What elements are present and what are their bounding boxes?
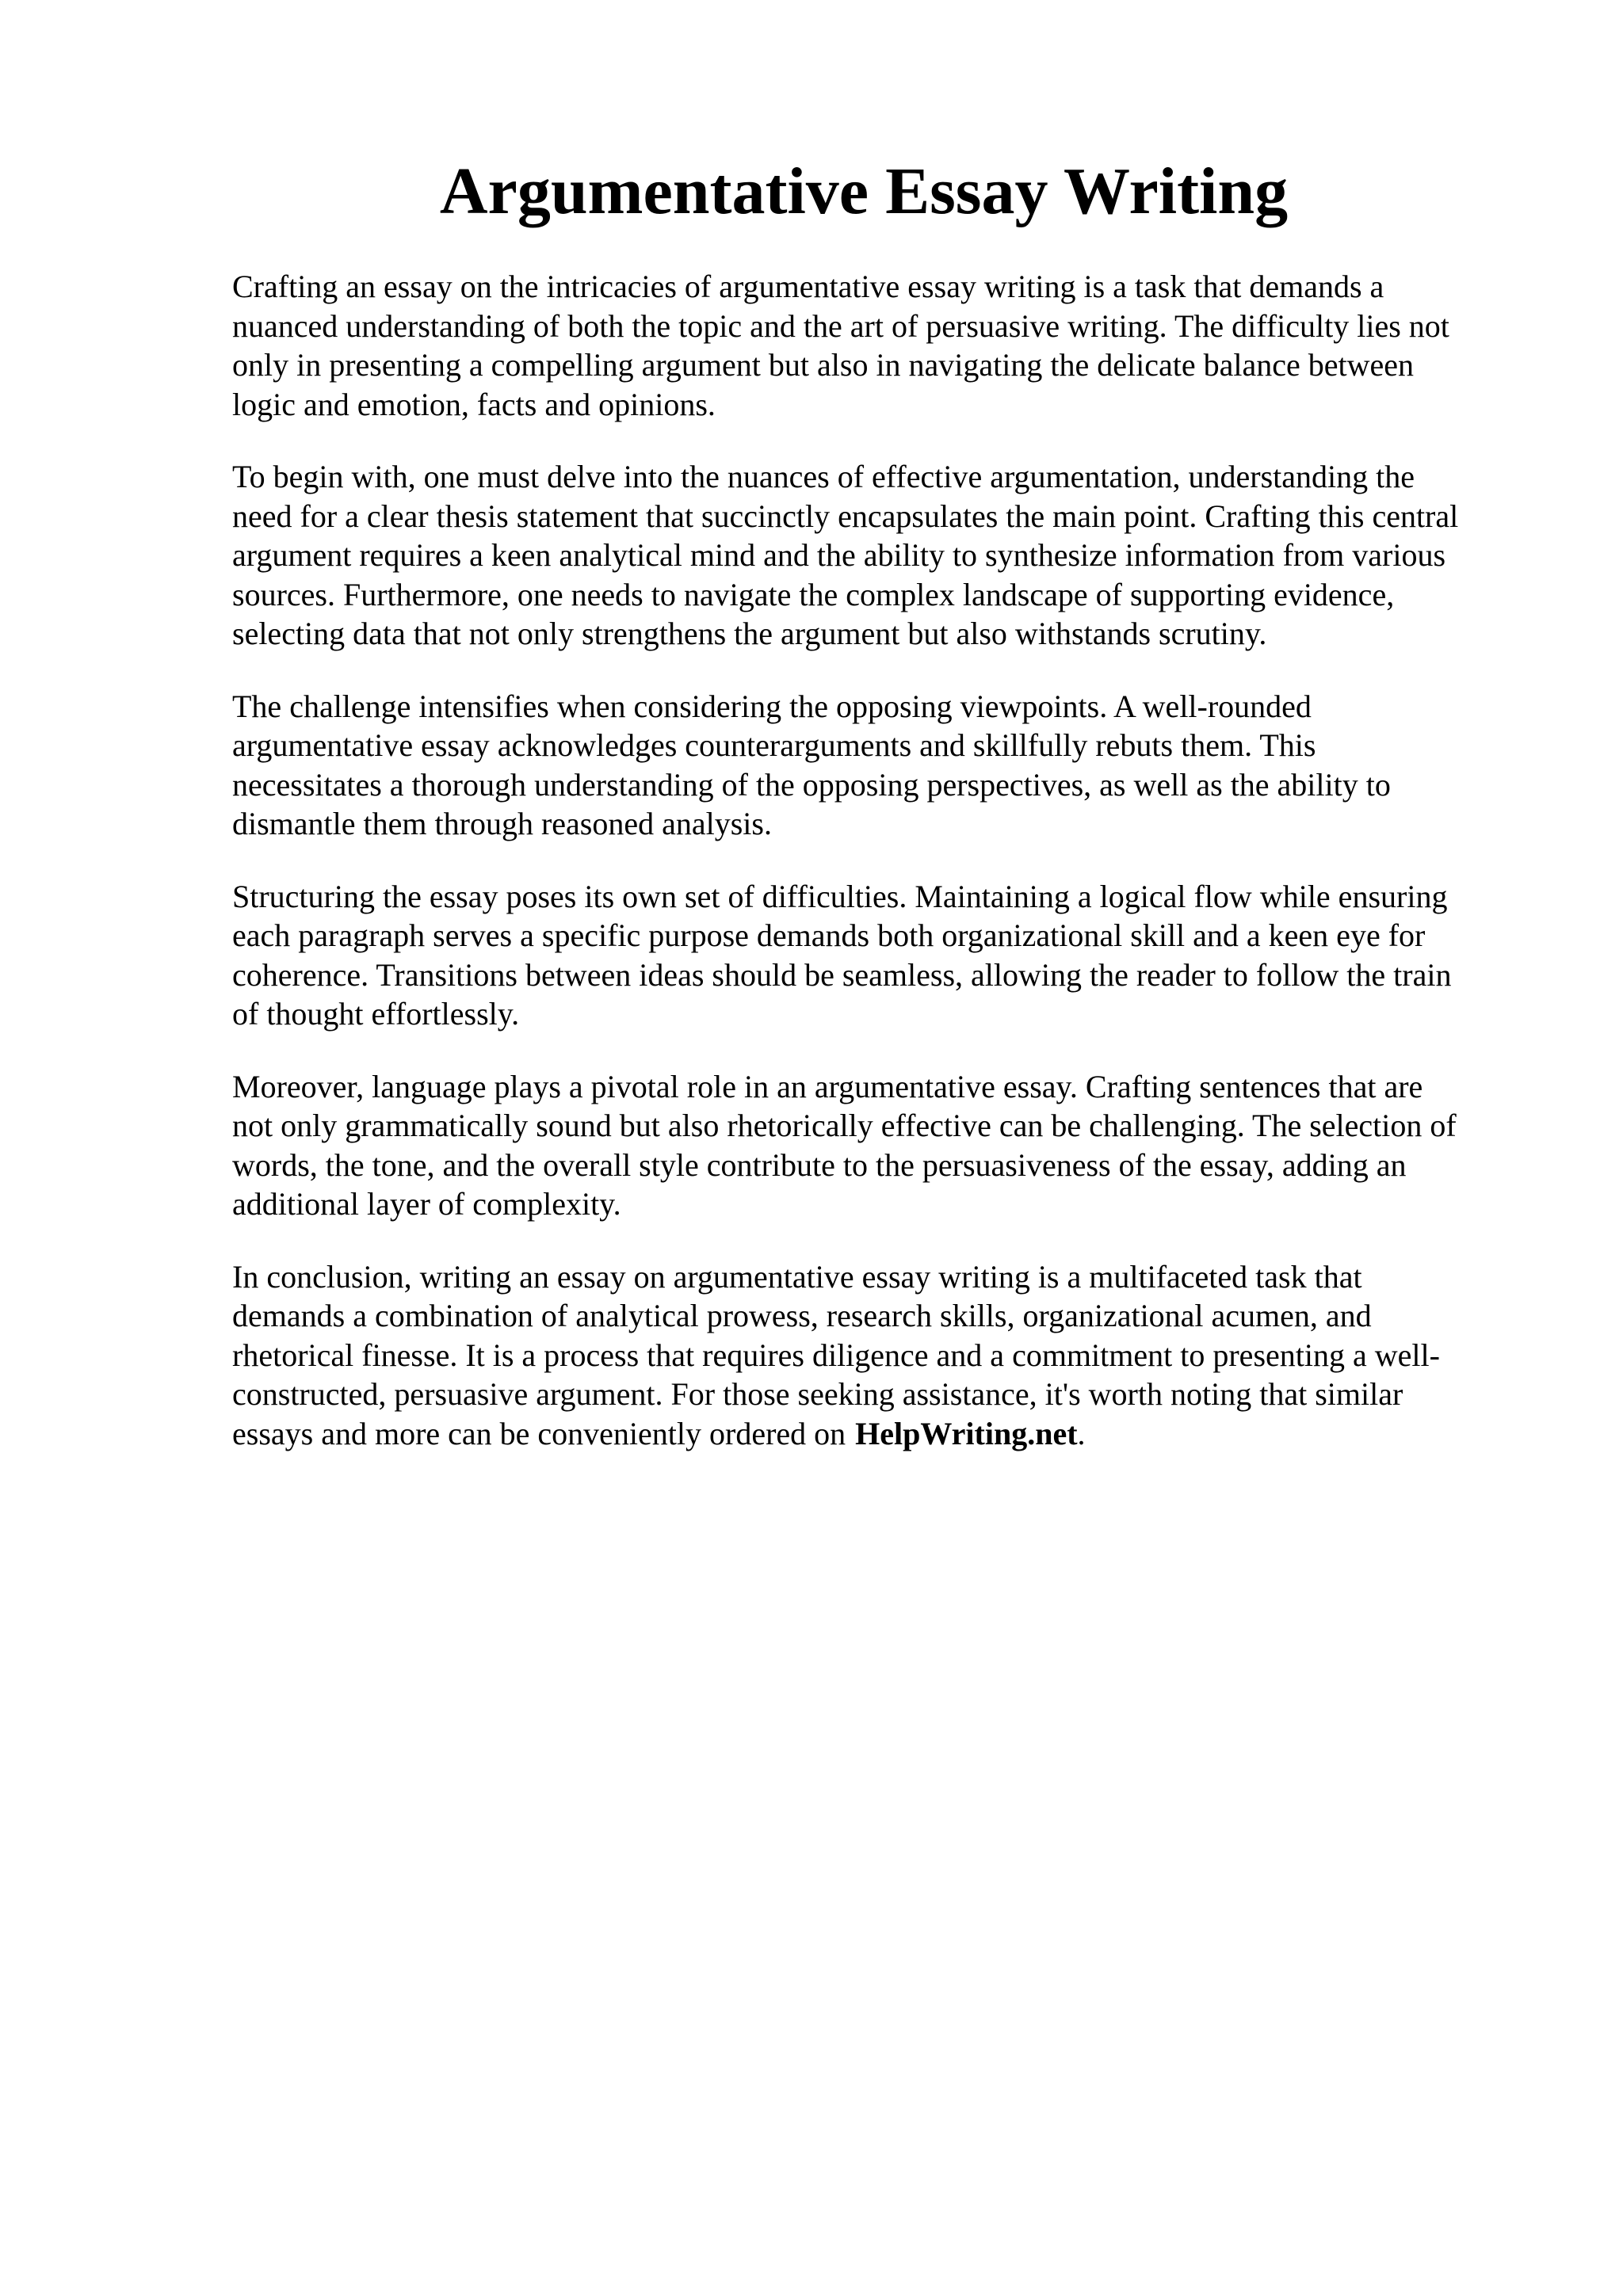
paragraph-3: [232, 687, 1532, 844]
paragraph-line: In conclusion, writing an essay on argumentative essay writing is a multifaceted task that: [232, 1258, 1362, 1295]
paragraph-conclusion: [232, 1257, 1532, 1454]
paragraph-line: of thought effortlessly.: [232, 996, 520, 1032]
paragraph-line: necessitates a thorough understanding of the opposing perspectives, as well as the ability to: [232, 766, 1391, 803]
paragraph-line: each paragraph serves a specific purpose demands both organizational skill and a keen eye for: [232, 917, 1426, 953]
paragraph-line: constructed, persuasive argument. For those seeking assistance, it's worth noting that similar: [232, 1376, 1403, 1412]
paragraph-line: need for a clear thesis statement that succinctly encapsulates the main point. Crafting this central: [232, 498, 1459, 534]
paragraph-line: selecting data that not only strengthens the argument but also withstands scrutiny.: [232, 616, 1267, 651]
paragraph-line: demands a combination of analytical prowess, research skills, organizational acumen, and: [232, 1298, 1372, 1333]
paragraph-line: coherence. Transitions between ideas should be seamless, allowing the reader to follow the train: [232, 956, 1452, 993]
paragraph-line: dismantle them through reasoned analysis.: [232, 806, 772, 841]
last-line-text: essays and more can be conveniently ordered on: [232, 1415, 846, 1451]
paragraph-4: [232, 877, 1532, 1034]
paragraph-line: Crafting an essay on the intricacies of argumentative essay writing is a task that demands a: [232, 269, 1384, 304]
essay-body: [232, 267, 1532, 1486]
paragraph-1: [232, 267, 1532, 424]
paragraph-5: [232, 1067, 1532, 1224]
brand-name: HelpWriting.net: [855, 1415, 1078, 1451]
paragraph-line: only in presenting a compelling argument but also in navigating the delicate balance between: [232, 347, 1415, 383]
paragraph-line: additional layer of complexity.: [232, 1186, 621, 1222]
paragraph-line: sources. Furthermore, one needs to navigate the complex landscape of supporting evidence,: [232, 576, 1395, 612]
end-punctuation: .: [1077, 1415, 1086, 1451]
paragraph-line: rhetorical finesse. It is a process that requires diligence and a commitment to presenting a well-: [232, 1337, 1440, 1373]
paragraph-line: The challenge intensifies when considering the opposing viewpoints. A well-rounded: [232, 688, 1312, 724]
paragraph-line: not only grammatically sound but also rhetorically effective can be challenging. The selection of: [232, 1108, 1457, 1143]
paragraph-last-line: [232, 1414, 1532, 1454]
paragraph-line: words, the tone, and the overall style contribute to the persuasiveness of the essay, adding an: [232, 1146, 1407, 1183]
paragraph-line: Structuring the essay poses its own set of difficulties. Maintaining a logical flow while ensuring: [232, 878, 1448, 914]
paragraph-2: [232, 457, 1532, 654]
paragraph-line: Moreover, language plays a pivotal role in an argumentative essay. Crafting sentences that are: [232, 1068, 1423, 1104]
paragraph-line: nuanced understanding of both the topic and the art of persuasive writing. The difficulty lies not: [232, 307, 1449, 344]
paragraph-line: argumentative essay acknowledges counterarguments and skillfully rebuts them. This: [232, 727, 1316, 763]
paragraph-line: logic and emotion, facts and opinions.: [232, 386, 716, 422]
paragraph-line: argument requires a keen analytical mind and the ability to synthesize information from various: [232, 537, 1446, 573]
page-title: Argumentative Essay Writing: [439, 154, 1289, 228]
paragraph-line: To begin with, one must delve into the nuances of effective argumentation, understanding the: [232, 459, 1415, 494]
